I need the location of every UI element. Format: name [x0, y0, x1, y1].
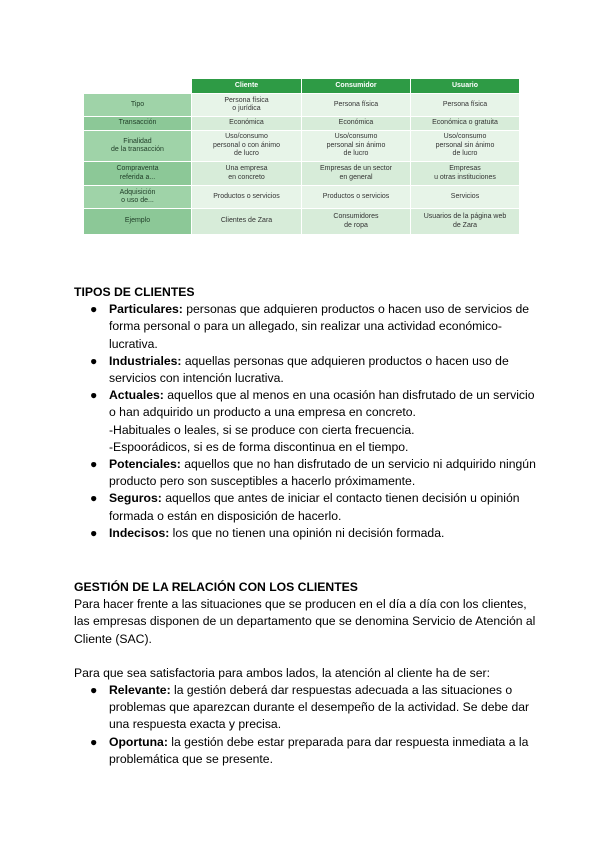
sub-item-esporadicos: -Espoorádicos, si es de forma discontinua en el tiempo.	[109, 439, 409, 454]
item-text: aquellos que al menos en una ocasión han disfrutado de un servicio o han adquirido un producto a una empresa en concreto.	[109, 388, 535, 420]
table-cell: Uso/consumo personal sin ánimo de lucro	[302, 131, 411, 162]
bullet-icon: ●	[90, 683, 98, 698]
item-term: Oportuna:	[109, 734, 168, 749]
table-cell: Consumidores de ropa	[302, 209, 411, 235]
table-header-usuario: Usuario	[411, 79, 520, 94]
table-cell: Una empresa en concreto	[192, 162, 302, 186]
table-cell: Clientes de Zara	[192, 209, 302, 235]
table-cell: Persona física	[302, 94, 411, 117]
bullet-icon: ●	[90, 734, 98, 749]
bullet-icon: ●	[90, 457, 98, 472]
item-term: Seguros:	[109, 491, 162, 506]
table-row-adquisicion	[84, 186, 520, 209]
table-cell: Productos o servicios	[192, 186, 302, 209]
item-text: aquellas personas que adquieren productos o hacen uso de servicios con intención lucrativa.	[109, 353, 509, 386]
item-text: los que no tienen una opinión ni decisión formada.	[169, 525, 445, 540]
list-item	[90, 734, 544, 768]
item-text: aquellos que antes de iniciar el contacto tienen decisión u opinión formada o están en disposición de hacerlo.	[109, 491, 520, 523]
gestion-list	[74, 682, 544, 768]
item-text: la gestión debe estar preparada para dar respuesta inmediata a la problemática que se presente.	[109, 734, 529, 766]
table-row-compraventa	[84, 162, 520, 186]
item-term: Particulares:	[109, 302, 183, 317]
tipos-list	[74, 301, 544, 542]
table-cell: Persona física o jurídica	[192, 94, 302, 117]
item-text: personas que adquieren productos o hacen uso de servicios de forma personal o para un allegado, sin realizar una actividad económico-lucrativa.	[109, 302, 530, 351]
table-cell: Usuarios de la página web de Zara	[411, 209, 520, 235]
item-term: Potenciales:	[109, 457, 181, 472]
comparison-table-image	[83, 78, 519, 238]
item-text: la gestión deberá dar respuestas adecuada a las situaciones o problemas que aparezcan durante el desempeño de la actividad. Se debe dar una respuesta exacta y precisa.	[109, 683, 530, 732]
row-label: Transacción	[84, 117, 192, 131]
item-term: Industriales:	[109, 353, 182, 368]
sub-item-habituales: -Habituales o leales, si se produce con cierta frecuencia.	[109, 422, 415, 437]
bullet-icon: ●	[90, 525, 98, 540]
table-cell: Persona física	[411, 94, 520, 117]
item-term: Relevante:	[109, 683, 171, 698]
section-heading-gestion: GESTIÓN DE LA RELACIÓN CON LOS CLIENTES	[74, 580, 358, 594]
table-row-finalidad	[84, 131, 520, 162]
item-term: Actuales:	[109, 388, 164, 403]
table-header-cliente: Cliente	[192, 79, 302, 94]
table-cell: Económica	[302, 117, 411, 131]
list-item	[90, 682, 544, 734]
bullet-icon: ●	[90, 388, 98, 403]
table-row-tipo	[84, 94, 520, 117]
table-cell: Uso/consumo personal sin ánimo de lucro	[411, 131, 520, 162]
table-row-transaccion	[84, 117, 520, 131]
table-row-ejemplo	[84, 209, 520, 235]
list-item	[90, 525, 544, 542]
list-item	[90, 387, 544, 456]
table-cell: Empresas de un sector en general	[302, 162, 411, 186]
bullet-icon: ●	[90, 302, 98, 317]
list-item	[90, 490, 544, 524]
table-header-row	[84, 79, 520, 94]
row-label: Tipo	[84, 94, 192, 117]
section-heading-tipos: TIPOS DE CLIENTES	[74, 285, 195, 299]
comparison-table	[83, 78, 520, 235]
table-cell: Uso/consumo personal o con ánimo de lucro	[192, 131, 302, 162]
list-item	[90, 353, 544, 387]
list-item	[90, 301, 544, 353]
row-label: Finalidad de la transacción	[84, 131, 192, 162]
bullet-icon: ●	[90, 353, 98, 368]
table-cell: Empresas u otras instituciones	[411, 162, 520, 186]
table-corner	[84, 79, 192, 94]
paragraph-sac: Para hacer frente a las situaciones que se producen en el día a día con los clientes, las empresas disponen de un departamento que se denomina Servicio de Atención al Cliente (SAC).	[74, 597, 536, 646]
gestion-section	[74, 579, 544, 768]
table-header-consumidor: Consumidor	[302, 79, 411, 94]
tipos-section	[74, 284, 544, 542]
table-cell: Económica o gratuita	[411, 117, 520, 131]
row-label: Compraventa referida a...	[84, 162, 192, 186]
item-term: Indecisos:	[109, 525, 170, 540]
table-cell: Productos o servicios	[302, 186, 411, 209]
row-label: Adquisición o uso de...	[84, 186, 192, 209]
bullet-icon: ●	[90, 491, 98, 506]
table-cell: Servicios	[411, 186, 520, 209]
paragraph-satisfactoria: Para que sea satisfactoria para ambos lados, la atención al cliente ha de ser:	[74, 665, 490, 680]
row-label: Ejemplo	[84, 209, 192, 235]
item-text: aquellos que no han disfrutado de un servicio ni adquirido ningún producto pero son susceptibles a hacerlo próximamente.	[109, 457, 536, 489]
list-item	[90, 456, 544, 490]
table-cell: Económica	[192, 117, 302, 131]
